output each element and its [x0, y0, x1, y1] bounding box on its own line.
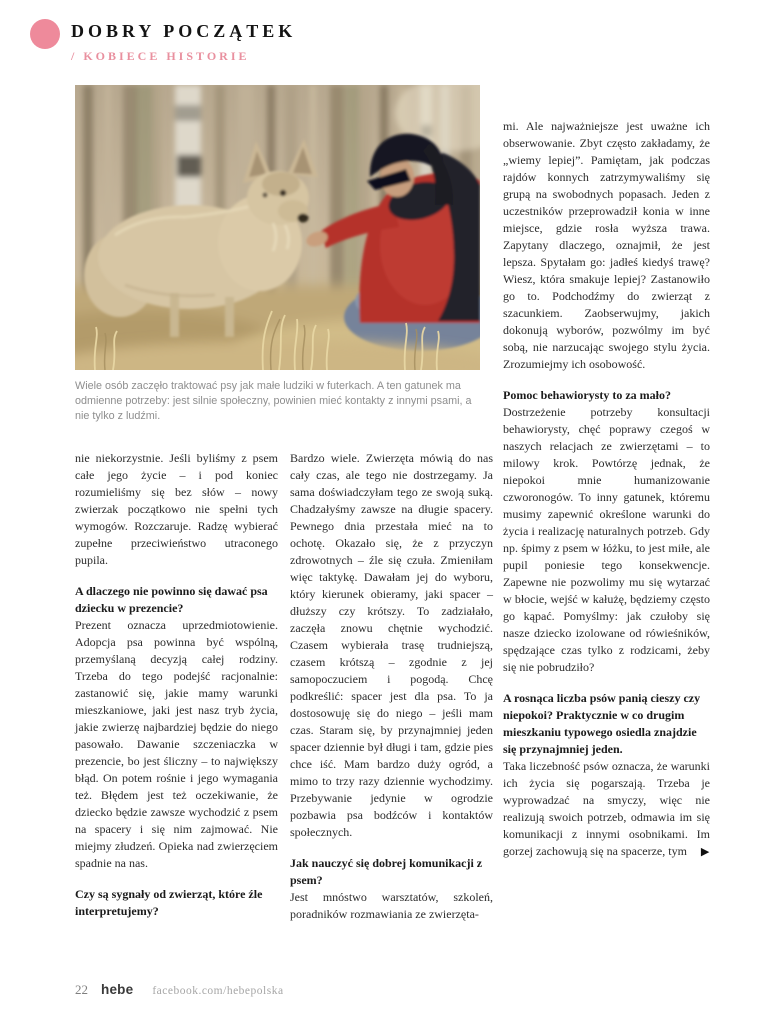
question-heading: Czy są sygnały od zwierząt, które źle interpretujemy?	[75, 887, 263, 918]
question-heading: Pomoc behawiorysty to za mało?	[503, 388, 671, 402]
photo-and-columns-area	[75, 85, 493, 923]
column-middle	[290, 450, 493, 923]
question-heading: A dlaczego nie powinno się dawać psa dziecku w prezencie?	[75, 584, 268, 615]
header	[71, 21, 296, 64]
paragraph: nie niekorzystnie. Jeśli byliśmy z psem całe jego życie – i pod koniec rozumieliśmy się bez słów – nowy zwierzak początkowo nie spełni tych wymogów. Rozczaruje. Radzę wybierać zupełne przeciwieństwo utraconego pupila.	[75, 451, 278, 567]
paragraph-text: Taka liczebność psów oznacza, że warunki ich życia się pogarszają. Trzeba je wyprowadzać na smyczy, więc nie realizują swoich potrzeb, odmawia im się komunikacji z innymi osobnikami. Im gorzej zachowują się na spacerze, tym	[503, 759, 710, 858]
section-title: DOBRY POCZĄTEK	[71, 21, 297, 41]
question-heading: A rosnąca liczba psów panią cieszy czy niepokoi? Praktycznie w co drugim mieszkaniu typowego osiedla znajdzie się przynajmniej jeden.	[503, 691, 701, 756]
paragraph: mi. Ale najważniejsze jest uważne ich obserwowanie. Zbyt często zakładamy, że „wiemy lepiej”. Pamiętam, jak podczas rajdów konnych zatrzymywaliśmy się grupą na swobodnych popasach. Jeden z uczestników przeprowadził konia w inne miejsce, gdzie rosła wyższa trawa. Zapytany dlaczego, oznajmił, że jest lepsza. Spytałam go: jadłeś kiedyś trawę? Wiesz, która smakuje lepiej? Zastanowiło go to. Podchodźmy do zwierząt z szacunkiem. Zaobserwujmy, jakich dokonują wyborów, pozwólmy im być sobą, nie narzucając swojego stylu życia. Zrozumiejmy ich osobowość.	[503, 119, 710, 371]
page-footer	[75, 982, 284, 998]
column-right	[503, 85, 710, 923]
hebe-logo: hebe	[101, 982, 134, 997]
paragraph: Bardzo wiele. Zwierzęta mówią do nas cały czas, ale tego nie dostrzegamy. Ja sama doświadczyłam tego ze swoją suką. Chadzałyśmy zawsze na długie spacery. Pewnego dnia przestała mieć na to ochotę. Okazało się, że z przyczyn zdrowotnych – źle się czuła. Zmieniłam więc taktykę. Dawałam jej do wyboru, który kierunek obieramy, jaki spacer – dłuższy czy krótszy. To zadziałało, zaczęła znowu chętnie wychodzić. Czasem wybierała trasę trudniejszą, czasem krótszą – zgodnie z jej samopoczuciem i pogodą. Chcę podkreślić: spacer jest dla psa. To ja dostosowuję się do niego – jeśli mam czas. Staram się, by przynajmniej jeden spacer dziennie był długi i tam, gdzie pies chce iść. Mam bardzo duży ogród, a mimo to trzy razy dziennie wychodzimy. Przebywanie jedynie w ogrodzie pozbawia psa bodźców i kontaktów społecznych.	[290, 451, 493, 839]
paragraph: Prezent oznacza uprzedmiotowienie. Adopcja psa powinna być wspólną, przemyślaną decyzją całej rodziny. Trzeba do tego podejść racjonalnie: zastanowić się, jakie mamy warunki mieszkaniowe, jaki jest nasz tryb życia, jakie zwierzę najbardziej będzie do niego pasowało. Dawanie szczeniaczka w prezencie, bo jest śliczny – to największy błąd. On potem rośnie i jego wymagania też. Błędem jest też oczekiwanie, że dziecko będzie zawsze wychodzić z psem na spacery i się nim zajmować. Nie miejmy złudzeń. Opieka nad zwierzęciem spadnie na nas.	[75, 618, 278, 870]
paragraph	[503, 758, 710, 860]
paragraph: Jest mnóstwo warsztatów, szkoleń, poradników rozmawiania ze zwierzęta-	[290, 890, 493, 921]
article-photo-woman-petting-dog-in-forest	[75, 85, 480, 370]
article-content	[75, 85, 710, 923]
section-subtitle: / KOBIECE HISTORIE	[71, 49, 250, 63]
continuation-arrow-icon: ▶	[700, 845, 710, 858]
photo-caption: Wiele osób zaczęło traktować psy jak małe ludziki w futerkach. A ten gatunek ma odmienne potrzeby: jest silnie społeczny, powinien mieć kontakty z innymi psami, a nie tylko z ludźmi.	[75, 380, 472, 422]
section-bullet-icon	[30, 19, 60, 49]
page-number: 22	[75, 982, 88, 997]
question-heading: Jak nauczyć się dobrej komunikacji z psem?	[290, 856, 483, 887]
column-left	[75, 450, 278, 923]
facebook-url[interactable]: facebook.com/hebepolska	[152, 985, 284, 997]
paragraph: Dostrzeżenie potrzeby konsultacji behawiorysty, chęć poprawy czegoś w naszych relacjach ze zwierzętami – to milowy krok. Powtórzę jednak, że niepokoi mnie humanizowanie czworonogów. To inny gatunek, któremu musimy zapewnić określone warunki do życia i realizację naturalnych potrzeb. Gdy np. śpimy z psem w łóżku, to jest miłe, ale pupil poniesie tego konsekwencje. Zapewne nie pozwolimy mu się wytarzać w błocie, wejść w kałużę, będziemy często go kąpać. Pomyślmy: jak czułoby się nasze dziecko izolowane od rówieśników, spędzające czas tylko z rodzicami, żeby się nie pobrudziło?	[503, 405, 710, 674]
